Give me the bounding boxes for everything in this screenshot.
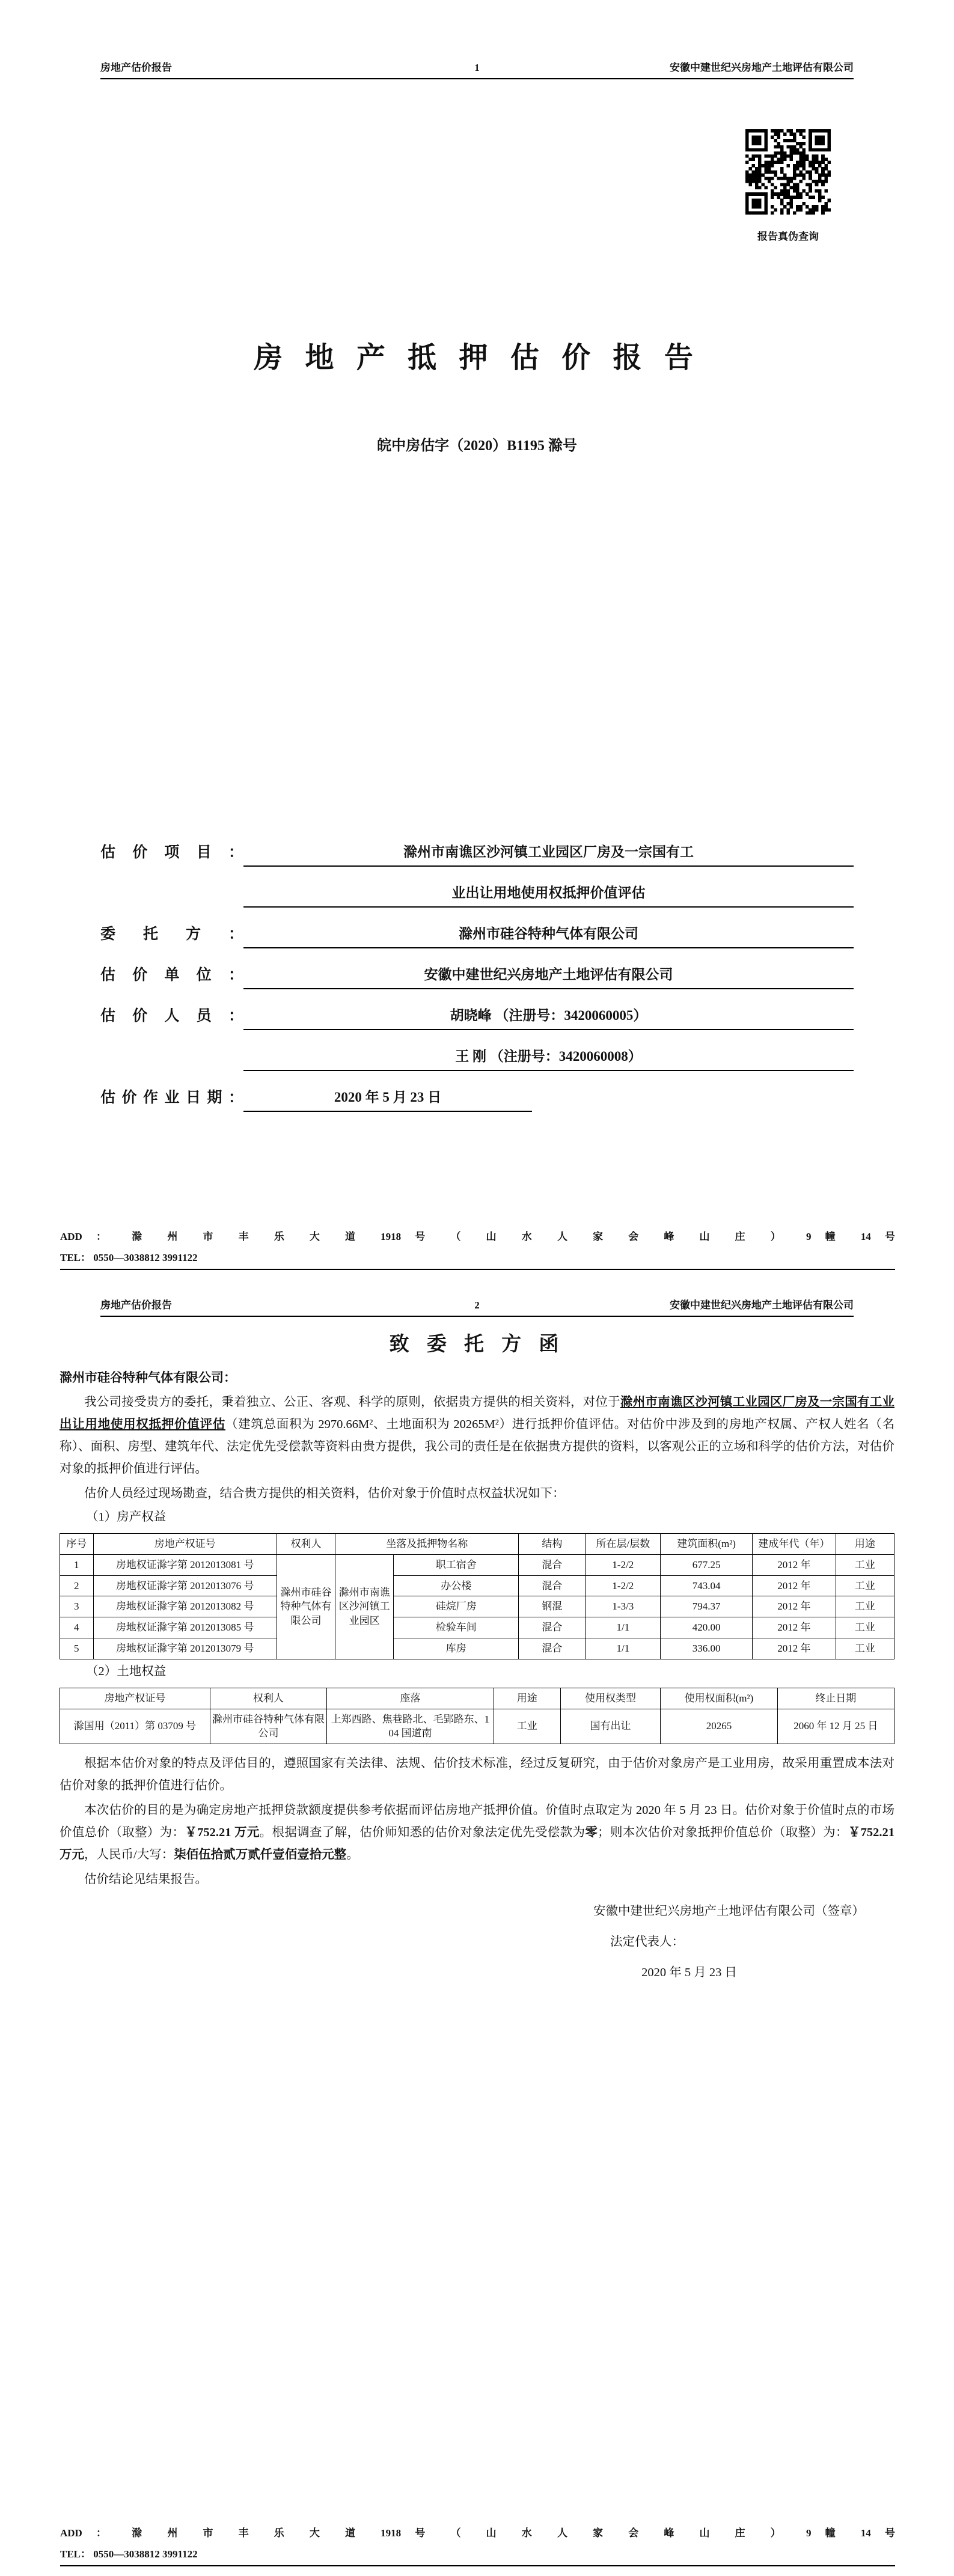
- field-agency-label: 估 价 单 位 ：: [100, 966, 243, 983]
- cell-location: 上郑西路、焦巷路北、毛郢路东、104 国道南: [327, 1709, 494, 1744]
- cell-seq: 1: [60, 1554, 94, 1575]
- cell-location: 滁州市南谯区沙河镇工业园区: [335, 1554, 394, 1659]
- cell-area: 420.00: [661, 1617, 753, 1638]
- cell-floors: 1/1: [586, 1638, 661, 1659]
- cell-right-type: 国有出让: [560, 1709, 661, 1744]
- signature-block: [60, 1900, 894, 1984]
- cell-year: 2012 年: [752, 1554, 836, 1575]
- field-project-line2: [100, 880, 854, 908]
- field-empty-label: [100, 903, 243, 908]
- p4-zero: 零: [585, 1826, 598, 1840]
- col-location: 座落: [327, 1688, 494, 1709]
- cell-name: 检验车间: [394, 1617, 519, 1638]
- table-row: [60, 1709, 894, 1744]
- field-appraisers: [100, 1003, 854, 1030]
- doc-number: 皖中房估字（2020）B1195 滁号: [377, 438, 577, 454]
- p4-text-a: 本次估价的目的是为确定房地产抵押贷款额度提供参考依据而评估房地产抵押价值。价值时点取定为 2020 年 5 月 23 日。估价对象于价值时点的市场价值总价（取整）为：: [60, 1804, 894, 1840]
- col-use: 用途: [836, 1534, 894, 1555]
- page-number: 2: [474, 1299, 480, 1311]
- field-date-value: 2020 年 5 月 23 日: [243, 1086, 532, 1112]
- cell-owner: 滁州市硅谷特种气体有限公司: [210, 1709, 326, 1744]
- col-end-date: 终止日期: [777, 1688, 894, 1709]
- cell-seq: 5: [60, 1638, 94, 1659]
- cell-year: 2012 年: [752, 1617, 836, 1638]
- cell-name: 职工宿舍: [394, 1554, 519, 1575]
- field-agency-value: 安徽中建世纪兴房地产土地评估有限公司: [243, 963, 854, 989]
- col-area: 建筑面积(m²): [661, 1534, 753, 1555]
- cell-cert: 房地权证滁字第 2012013082 号: [93, 1596, 277, 1617]
- footer-address: ADD ： 滁 州 市 丰 乐 大 道 1918 号 （ 山 水 人 家 会 峰 山 庄 ） 9 幢 14 号: [60, 1231, 895, 1242]
- field-date-label: 估价作业日期：: [100, 1089, 243, 1106]
- cell-structure: 混合: [519, 1638, 586, 1659]
- cell-structure: 钢混: [519, 1596, 586, 1617]
- cell-name: 库房: [394, 1638, 519, 1659]
- cell-cert: 房地权证滁字第 2012013079 号: [93, 1638, 277, 1659]
- page-number: 1: [474, 62, 480, 73]
- col-cert: 房地产权证号: [93, 1534, 277, 1555]
- table-row: [60, 1575, 894, 1596]
- cell-use: 工业: [836, 1596, 894, 1617]
- cell-name: 硅烷厂房: [394, 1596, 519, 1617]
- table-row: [60, 1638, 894, 1659]
- field-appraisers-line2: [100, 1043, 854, 1071]
- cell-floors: 1/1: [586, 1617, 661, 1638]
- field-appraiser-1: 胡晓峰 （注册号：3420060005）: [243, 1004, 854, 1030]
- letter-content: [60, 1332, 894, 1984]
- page-footer: [60, 2524, 895, 2566]
- cell-right-area: 20265: [661, 1709, 777, 1744]
- cell-seq: 3: [60, 1596, 94, 1617]
- col-right-area: 使用权面积(m²): [661, 1688, 777, 1709]
- field-client-label: 委 托 方 ：: [100, 926, 243, 942]
- cell-use: 工业: [836, 1575, 894, 1596]
- cell-use: 工业: [836, 1638, 894, 1659]
- header-doc-title: 房地产估价报告: [100, 1299, 172, 1311]
- signature-date: 2020 年 5 月 23 日: [641, 1966, 737, 1980]
- p4-amount-1: ￥752.21 万元: [185, 1826, 260, 1840]
- signature-legal-rep: 法定代表人：: [610, 1935, 684, 1949]
- header-doc-title: 房地产估价报告: [100, 62, 172, 73]
- table-row: [60, 1554, 894, 1575]
- field-client-value: 滁州市硅谷特种气体有限公司: [243, 923, 854, 948]
- col-year: 建成年代（年）: [752, 1534, 836, 1555]
- cell-structure: 混合: [519, 1575, 586, 1596]
- footer-address: ADD ： 滁 州 市 丰 乐 大 道 1918 号 （ 山 水 人 家 会 峰 山 庄 ） 9 幢 14 号: [60, 2527, 895, 2539]
- cell-cert: 房地权证滁字第 2012013085 号: [93, 1617, 277, 1638]
- table-header-row: [60, 1688, 894, 1709]
- section2-title: （2）土地权益: [86, 1664, 167, 1678]
- salutation: 滁州市硅谷特种气体有限公司：: [60, 1370, 236, 1385]
- page-footer: [60, 1228, 895, 1270]
- cell-floors: 1-2/2: [586, 1554, 661, 1575]
- field-appraiser-2: 王 刚 （注册号：3420060008）: [243, 1045, 854, 1071]
- qr-caption: 报告真伪查询: [757, 231, 819, 242]
- cell-year: 2012 年: [752, 1596, 836, 1617]
- report-title: 房 地 产 抵 押 估 价 报 告: [254, 342, 700, 374]
- cell-cert: 房地权证滁字第 2012013076 号: [93, 1575, 277, 1596]
- cell-structure: 混合: [519, 1554, 586, 1575]
- cell-owner: 滁州市硅谷特种气体有限公司: [277, 1554, 335, 1659]
- footer-phone: TEL： 0550—3038812 3991122: [60, 1252, 198, 1263]
- header-company: 安徽中建世纪兴房地产土地评估有限公司: [670, 62, 854, 73]
- land-rights-table: [60, 1688, 894, 1744]
- col-cert: 房地产权证号: [60, 1688, 210, 1709]
- page-header: [100, 0, 854, 79]
- cell-seq: 4: [60, 1617, 94, 1638]
- col-owner: 权利人: [210, 1688, 326, 1709]
- col-structure: 结构: [519, 1534, 586, 1555]
- cell-area: 336.00: [661, 1638, 753, 1659]
- paragraph-valuation-result: [60, 1799, 894, 1866]
- footer-phone: TEL： 0550—3038812 3991122: [60, 2548, 198, 2560]
- col-seq: 序号: [60, 1534, 94, 1555]
- cell-area: 794.37: [661, 1596, 753, 1617]
- field-project-value-line2: 业出让用地使用权抵押价值评估: [243, 882, 854, 908]
- cell-area: 743.04: [661, 1575, 753, 1596]
- p1-rest: （建筑总面积为 2970.66M²、土地面积为 20265M²）进行抵押价值评估。对估价中涉及到的房地产权属、产权人姓名（名称）、面积、房型、建筑年代、法定优先受偿款等资料由贵方提供，我公司的责任是在依据贵方提供的资料，以客观公正的立场和科学的估价方法，对估价对象的抵押价值进行评估。: [60, 1418, 894, 1476]
- cell-use: 工业: [836, 1554, 894, 1575]
- qr-block: [745, 129, 831, 243]
- p4-text-b: 。根据调查了解，估价师知悉的估价对象法定优先受偿款为: [259, 1826, 586, 1840]
- col-floors: 所在层/层数: [586, 1534, 661, 1555]
- cell-cert: 房地权证滁字第 2012013081 号: [93, 1554, 277, 1575]
- cell-area: 677.25: [661, 1554, 753, 1575]
- cover-fields: [100, 839, 854, 1112]
- header-company: 安徽中建世纪兴房地产土地评估有限公司: [670, 1299, 854, 1311]
- page-header: [100, 1288, 854, 1317]
- field-agency: [100, 962, 854, 989]
- cell-structure: 混合: [519, 1617, 586, 1638]
- table-row: [60, 1617, 894, 1638]
- qr-code: [745, 129, 831, 215]
- field-appraisers-label: 估 价 人 员 ：: [100, 1007, 243, 1024]
- col-right-type: 使用权类型: [560, 1688, 661, 1709]
- cell-year: 2012 年: [752, 1638, 836, 1659]
- field-client: [100, 921, 854, 948]
- cell-year: 2012 年: [752, 1575, 836, 1596]
- p4-amount-2: ￥752.21 万元: [60, 1826, 895, 1862]
- p4-text-c: ；则本次估价对象抵押价值总价（取整）为：: [598, 1826, 848, 1840]
- cell-end-date: 2060 年 12 月 25 日: [777, 1709, 894, 1744]
- p1-lead: 我公司接受贵方的委托，秉着独立、公正、客观、科学的原则，依据贵方提供的相关资料，对位于: [84, 1396, 620, 1409]
- cell-cert: 滁国用（2011）第 03709 号: [60, 1709, 210, 1744]
- field-project-label: 估 价 项 目 ：: [100, 844, 243, 861]
- paragraph-survey: 估价人员经过现场勘查，结合贵方提供的相关资料，估价对象于价值时点权益状况如下：: [84, 1487, 565, 1500]
- table-row: [60, 1596, 894, 1617]
- signature-company: 安徽中建世纪兴房地产土地评估有限公司（签章）: [593, 1905, 864, 1918]
- p1-subject: 滁州市南谯区沙河镇工业园区厂房及一宗国有工业出让用地使用权抵押价值评估: [60, 1396, 895, 1431]
- letter-title: 致 委 托 方 函: [389, 1332, 565, 1355]
- cell-name: 办公楼: [394, 1575, 519, 1596]
- col-use: 用途: [494, 1688, 560, 1709]
- letter-page: [0, 1288, 954, 2576]
- cell-floors: 1-2/2: [586, 1575, 661, 1596]
- field-project-value-line1: 滁州市南谯区沙河镇工业园区厂房及一宗国有工: [243, 841, 854, 867]
- field-empty-label: [100, 1066, 243, 1071]
- cell-use: 工业: [836, 1617, 894, 1638]
- col-owner: 权利人: [277, 1534, 335, 1555]
- field-project: [100, 839, 854, 867]
- col-location-name: 坐落及抵押物名称: [335, 1534, 519, 1555]
- property-rights-table: [60, 1533, 894, 1659]
- paragraph-commission: [60, 1391, 894, 1480]
- p4-end: 。: [346, 1848, 359, 1862]
- table-header-row: [60, 1534, 894, 1555]
- cell-use: 工业: [494, 1709, 560, 1744]
- cell-floors: 1-3/3: [586, 1596, 661, 1617]
- cell-seq: 2: [60, 1575, 94, 1596]
- paragraph-conclusion: 估价结论见结果报告。: [84, 1873, 207, 1887]
- field-date: [100, 1084, 854, 1112]
- section1-title: （1）房产权益: [86, 1510, 167, 1524]
- p4-text-d: ，人民币/大写：: [84, 1848, 174, 1862]
- p4-amount-capital: 柒佰伍拾贰万贰仟壹佰壹拾元整: [174, 1848, 347, 1862]
- paragraph-method: 根据本估价对象的特点及评估目的，遵照国家有关法律、法规、估价技术标准，经过反复研究，由于估价对象房产是工业用房，故采用重置成本法对估价对象的抵押价值进行估价。: [60, 1757, 894, 1793]
